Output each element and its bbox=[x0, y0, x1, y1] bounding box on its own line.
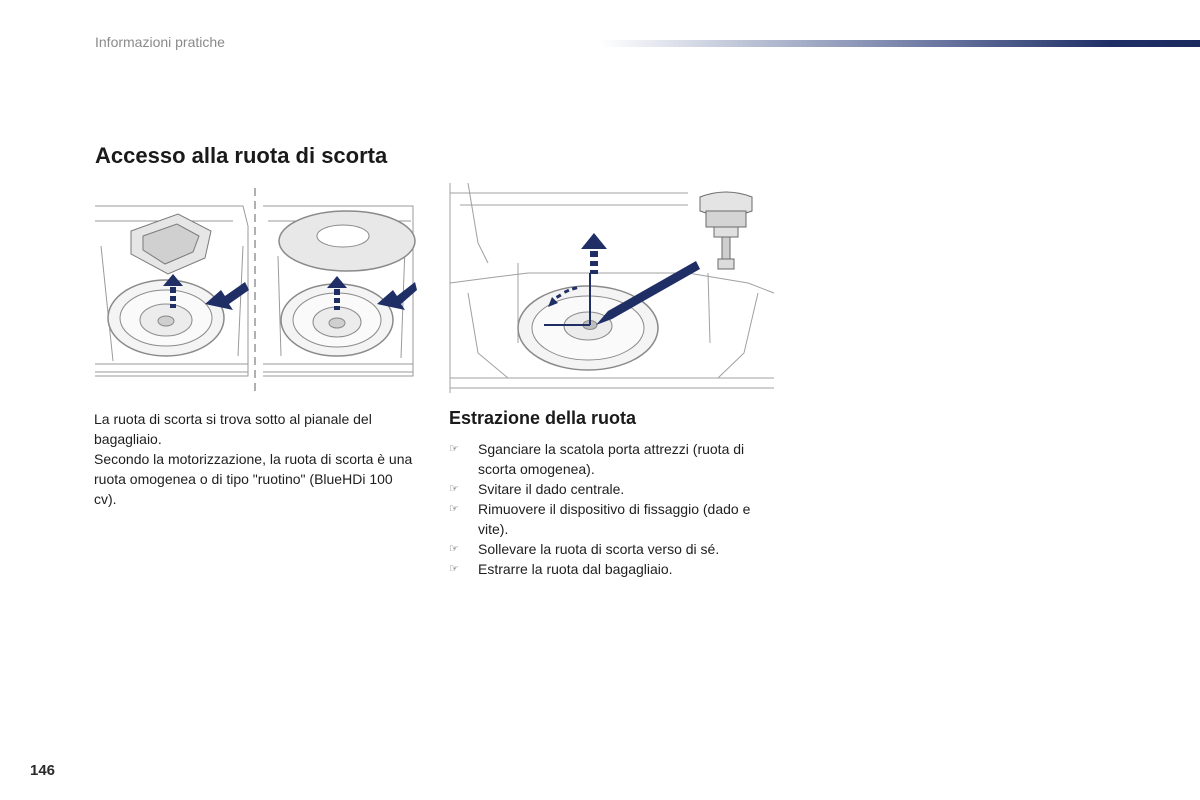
header-gradient-bar bbox=[600, 40, 1200, 47]
list-item bbox=[449, 439, 779, 479]
extraction-title: Estrazione della ruota bbox=[449, 408, 637, 428]
extraction-steps-list bbox=[449, 439, 779, 579]
list-item bbox=[449, 479, 779, 499]
intro-text bbox=[94, 409, 414, 509]
intro-paragraph: Secondo la motorizzazione, la ruota di scorta è una ruota omogenea o di tipo "ruotino" (BlueHDi 100 cv). bbox=[94, 451, 413, 507]
section-header: Informazioni pratiche bbox=[95, 34, 225, 50]
pointing-hand-icon: ☞ bbox=[449, 443, 459, 455]
page-title: Accesso alla ruota di scorta bbox=[95, 143, 388, 168]
list-item bbox=[449, 539, 779, 559]
pointing-hand-icon: ☞ bbox=[449, 543, 459, 555]
step-text: Svitare il dado centrale. bbox=[478, 481, 625, 497]
step-text: Estrarre la ruota dal bagagliaio. bbox=[478, 561, 673, 577]
pointing-hand-icon: ☞ bbox=[449, 503, 459, 515]
spare-wheel-extraction-illustration bbox=[448, 183, 776, 401]
step-text: Rimuovere il dispositivo di fissaggio (dado e vite). bbox=[478, 501, 751, 537]
step-text: Sollevare la ruota di scorta verso di sé. bbox=[478, 541, 720, 557]
list-item bbox=[449, 559, 779, 579]
spare-wheel-access-illustration bbox=[93, 186, 418, 396]
pointing-hand-icon: ☞ bbox=[449, 563, 459, 575]
page-number: 146 bbox=[30, 762, 56, 779]
step-text: Sganciare la scatola porta attrezzi (ruota di scorta omogenea). bbox=[478, 441, 745, 477]
list-item bbox=[449, 499, 779, 539]
intro-paragraph: La ruota di scorta si trova sotto al pianale del bagagliaio. bbox=[94, 411, 372, 447]
pointing-hand-icon: ☞ bbox=[449, 483, 459, 495]
